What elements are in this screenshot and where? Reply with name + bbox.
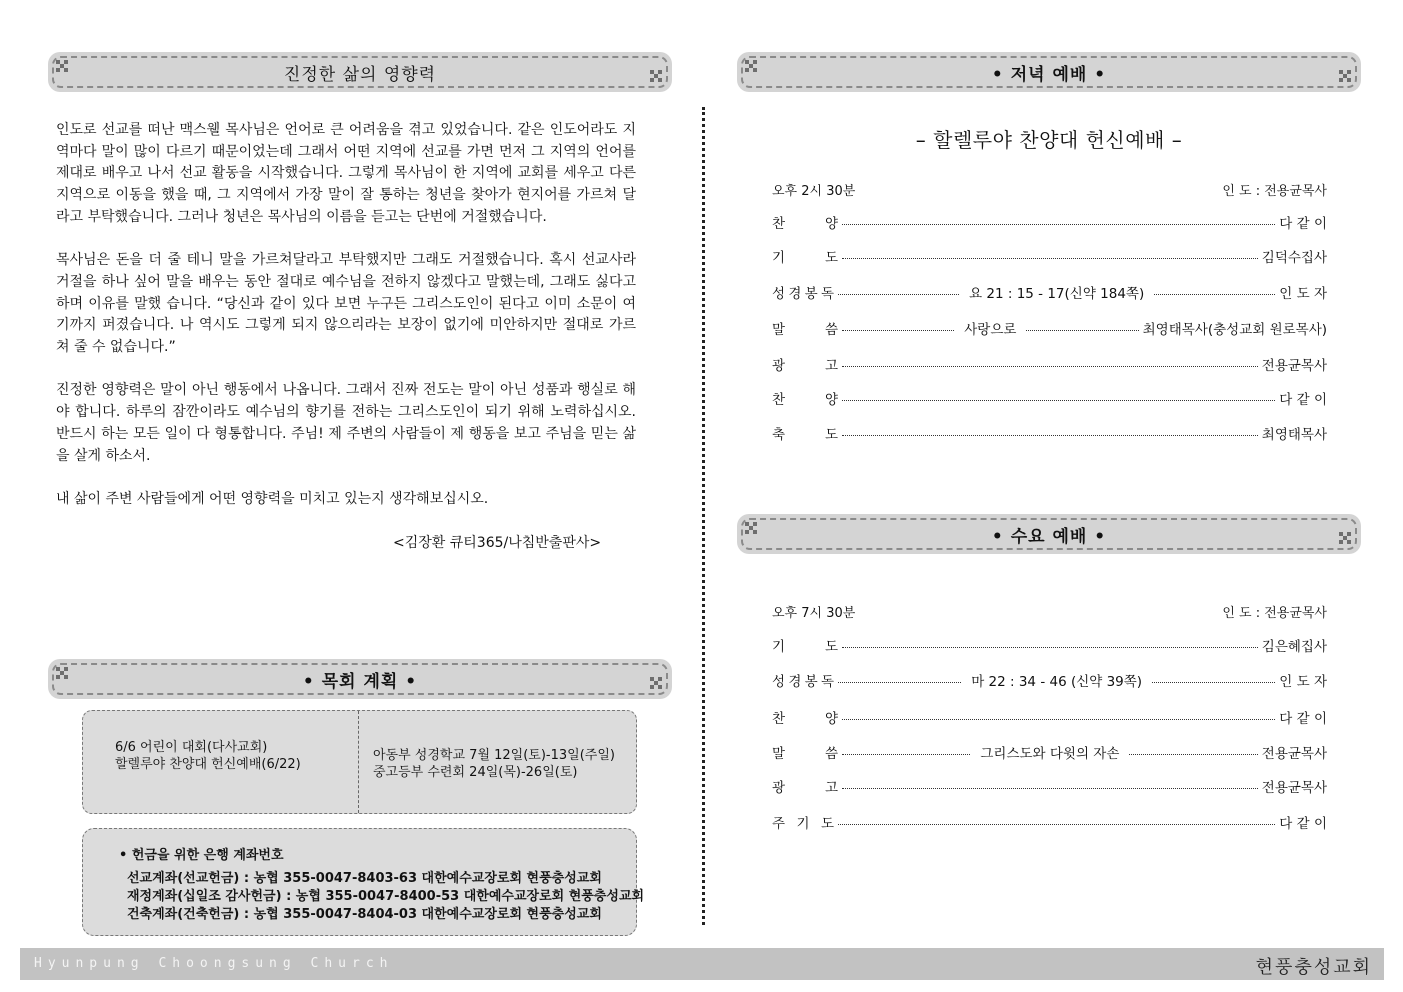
wednesday-time: 오후 7시 30분 (772, 606, 856, 621)
bank-title: • 헌금을 위한 은행 계좌번호 (119, 848, 284, 863)
dotted-leader (842, 754, 970, 755)
evening-time-row (772, 180, 1327, 199)
order-person: 최영태목사 (1261, 427, 1327, 443)
order-label-char: 독 (820, 286, 834, 302)
order-label (772, 776, 838, 796)
order-row (772, 670, 1327, 690)
order-label-char: 경 (788, 286, 802, 302)
article-source: <김장환 큐티365/나침반출판사> (393, 535, 602, 551)
order-person: 최영태목사(충성교회 원로목사) (1142, 322, 1327, 338)
order-person: 김은혜집사 (1261, 639, 1327, 655)
order-label-char: 독 (820, 674, 834, 690)
order-label-char: 광 (772, 358, 786, 374)
order-label-char: 양 (824, 711, 838, 727)
evening-title: • 저녁 예배 • (991, 64, 1107, 85)
order-row (772, 707, 1327, 727)
order-person: 김덕수집사 (1261, 250, 1327, 266)
order-label (772, 742, 838, 762)
bank-account-line: 선교계좌(선교헌금) : 농협 355-0047-8403-63 대한예수교장로회 현풍충성교회 (127, 871, 602, 886)
dotted-leader (1026, 330, 1138, 331)
order-label-char: 고 (824, 358, 838, 374)
order-label (772, 246, 838, 266)
order-row (772, 282, 1327, 302)
order-label (772, 707, 838, 727)
footer-church-name-en: Hyunpung Choongsung Church (34, 956, 394, 971)
order-label-char: 도 (820, 816, 834, 832)
article-paragraph: 내 삶이 주변 사람들에게 어떤 영향력을 미치고 있는지 생각해보십시오. (56, 490, 489, 507)
column-divider (702, 107, 705, 925)
dotted-leader (838, 824, 1275, 825)
order-person: 인 도 자 (1279, 286, 1328, 302)
order-label-char: 기 (772, 639, 786, 655)
order-person: 다 같 이 (1279, 216, 1327, 232)
order-label (772, 812, 834, 832)
dotted-leader (842, 400, 1275, 401)
dotted-leader (1154, 294, 1275, 295)
order-row (772, 388, 1327, 408)
order-label (772, 423, 838, 443)
plan-column-right (373, 747, 615, 781)
dotted-leader (1129, 754, 1257, 755)
order-label-char: 기 (796, 816, 810, 832)
order-label-char: 도 (824, 427, 838, 443)
dotted-leader (1152, 682, 1275, 683)
dotted-leader (842, 788, 1258, 789)
article-paragraph: 인도로 선교를 떠난 맥스웰 목사님은 언어로 큰 어려움을 겪고 있었습니다. 같은 인도어라도 지역마다 말이 많이 다르기 때문이었는데 그래서 어떤 지역에 선교를 가면 먼저 그 지역의 언어를 제대로 배우고 나서 선교 활동을 시작했습니다. 그렇게 목사님이 한 지역에 교회를 세우고 다른 지역으로 이동을 했을 때, 그 지역에서 가장 말이 잘 통하는 청년을 찾아가 현지어를 가르쳐 달라고 부탁했습니다. 그러나 청년은 목사님의 이름을 듣고는 단번에 거절했습니다. (56, 122, 636, 225)
evening-title-banner (737, 52, 1361, 92)
plan-title-banner (48, 659, 672, 699)
wednesday-title: • 수요 예배 • (991, 526, 1107, 547)
order-person: 전용균목사 (1261, 780, 1327, 796)
order-detail: 요 21 : 15 - 17(신약 184쪽) (969, 286, 1145, 302)
dotted-leader (838, 294, 959, 295)
evening-leader: 인 도 : 전용균목사 (1222, 184, 1327, 199)
order-detail: 마 22 : 34 - 46 (신약 39쪽) (971, 674, 1143, 690)
order-label-char: 씀 (824, 746, 838, 762)
order-detail: 그리스도와 다윗의 자손 (980, 746, 1120, 762)
order-label-char: 기 (772, 250, 786, 266)
order-person: 다 같 이 (1279, 711, 1327, 727)
order-label-char: 씀 (824, 322, 838, 338)
plan-title: • 목회 계획 • (302, 671, 418, 692)
dotted-leader (842, 366, 1258, 367)
article-title-banner (48, 52, 672, 92)
order-label-char: 말 (772, 322, 786, 338)
order-label (772, 318, 838, 338)
footer-bar (20, 948, 1384, 980)
bank-account-line: 건축계좌(건축헌금) : 농협 355-0047-8404-03 대한예수교장로회 현풍충성교회 (127, 907, 602, 922)
order-label-char: 말 (772, 746, 786, 762)
order-label-char: 찬 (772, 711, 786, 727)
order-label-char: 성 (772, 674, 786, 690)
plan-column-left (115, 739, 301, 773)
order-label-char: 양 (824, 392, 838, 408)
order-label (772, 635, 838, 655)
order-row (772, 742, 1327, 762)
bank-accounts-box (82, 828, 645, 936)
order-label (772, 212, 838, 232)
order-row (772, 318, 1327, 338)
order-label (772, 388, 838, 408)
order-row (772, 212, 1327, 232)
wednesday-title-banner (737, 514, 1361, 554)
plan-item: 중고등부 수련회 24일(목)-26일(토) (373, 765, 578, 780)
dotted-leader (838, 682, 961, 683)
plan-box (82, 710, 637, 814)
plan-item: 6/6 어린이 대회(다사교회) (115, 740, 268, 755)
order-label-char: 봉 (804, 286, 818, 302)
order-label (772, 282, 834, 302)
order-row (772, 812, 1327, 832)
order-label-char: 성 (772, 286, 786, 302)
order-label-char: 도 (824, 639, 838, 655)
evening-time: 오후 2시 30분 (772, 184, 856, 199)
wednesday-time-row (772, 602, 1327, 621)
order-label (772, 354, 838, 374)
order-label-char: 고 (824, 780, 838, 796)
article-paragraph: 진정한 영향력은 말이 아닌 행동에서 나옵니다. 그래서 진짜 전도는 말이 아닌 성품과 행실로 해야 합니다. 하루의 잠깐이라도 예수님의 향기를 전하는 그리스도인이 되기 위해 노력하십시오. 반드시 하는 모든 일이 다 형통합니다. 주님! 제 주변의 사람들이 제 행동을 보고 주님을 믿는 삶을 살게 하소서. (56, 382, 636, 464)
order-person: 다 같 이 (1279, 392, 1327, 408)
footer-church-name-ko: 현풍충성교회 (1255, 957, 1372, 978)
dotted-leader (842, 647, 1258, 648)
dotted-leader (842, 330, 954, 331)
dotted-leader (842, 224, 1275, 225)
order-label-char: 찬 (772, 392, 786, 408)
wednesday-leader: 인 도 : 전용균목사 (1222, 606, 1327, 621)
order-detail: 사랑으로 (964, 322, 1017, 338)
order-row (772, 635, 1327, 655)
order-row (772, 246, 1327, 266)
order-label-char: 광 (772, 780, 786, 796)
plan-item: 할렐루야 찬양대 헌신예배(6/22) (115, 757, 301, 772)
article-body (56, 120, 636, 532)
article-paragraph: 목사님은 돈을 더 줄 테니 말을 가르쳐달라고 부탁했지만 그래도 거절했습니다. 혹시 선교사라 거절을 하나 싶어 말을 배우는 동안 절대로 예수님을 전하지 않겠다고 말했는데, 그래도 싫다고 하며 이유를 말했 습니다. “당신과 같이 있다 보면 누구든 그리스도인이 된다고 이미 소문이 여기까지 퍼졌습니다. 나 역시도 그렇게 되지 않으리라는 보장이 없기에 미안하지만 절대로 가르쳐 줄 수 없습니다.” (56, 252, 636, 356)
order-person: 전용균목사 (1261, 746, 1327, 762)
order-person: 전용균목사 (1261, 358, 1327, 374)
order-label-char: 축 (772, 427, 786, 443)
dotted-leader (842, 258, 1258, 259)
order-row (772, 423, 1327, 443)
order-label-char: 도 (824, 250, 838, 266)
order-label (772, 670, 834, 690)
evening-subtitle: – 할렐루야 찬양대 헌신예배 – (915, 128, 1183, 152)
order-label-char: 주 (772, 816, 786, 832)
order-label-char: 양 (824, 216, 838, 232)
order-label-char: 경 (788, 674, 802, 690)
order-label-char: 찬 (772, 216, 786, 232)
order-row (772, 776, 1327, 796)
article-title: 진정한 삶의 영향력 (283, 64, 437, 85)
dotted-leader (842, 719, 1275, 720)
plan-item: 아동부 성경학교 7월 12일(토)-13일(주일) (373, 748, 615, 763)
dotted-leader (842, 435, 1258, 436)
order-label-char: 봉 (804, 674, 818, 690)
order-person: 인 도 자 (1279, 674, 1327, 690)
bank-account-line: 재정계좌(십일조 감사헌금) : 농협 355-0047-8400-53 대한예수교장로회 현풍충성교회 (127, 889, 645, 904)
order-person: 다 같 이 (1279, 816, 1327, 832)
order-row (772, 354, 1327, 374)
